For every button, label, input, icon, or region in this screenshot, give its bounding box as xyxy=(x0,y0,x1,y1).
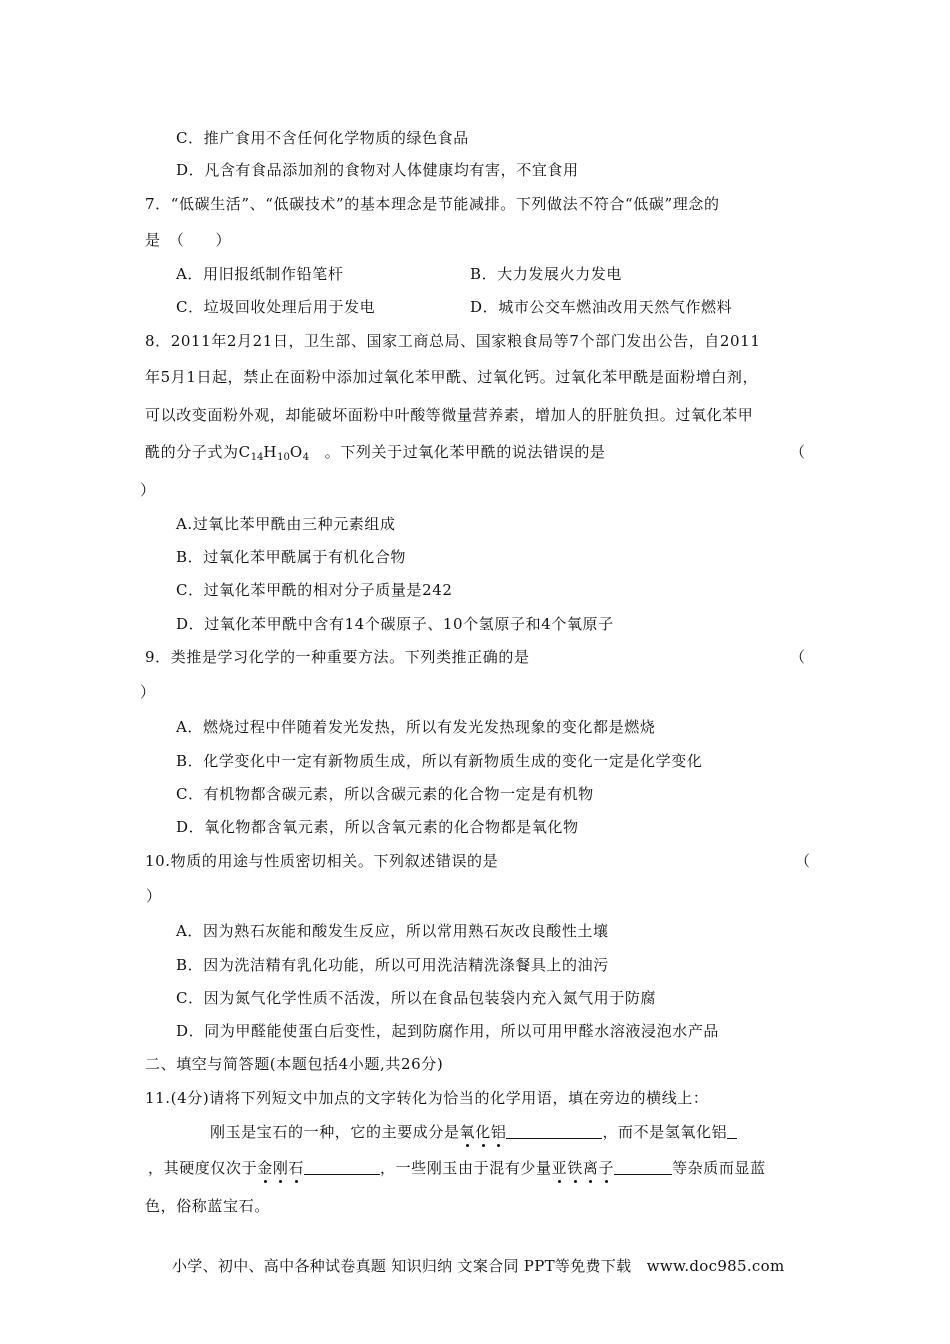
answer-blank-4[interactable] xyxy=(614,1158,672,1175)
q11-text: ，而不是氢氧化铝 xyxy=(602,1123,728,1141)
q11-paragraph-line-3: 色，俗称蓝宝石。 xyxy=(145,1197,270,1215)
page-footer: 小学、初中、高中各种试卷真题 知识归纳 文案合同 PPT等免费下载 www.doc985.com xyxy=(172,1257,785,1275)
q9-option-a: A．燃烧过程中伴随着发光发热，所以有发光发热现象的变化都是燃烧 xyxy=(176,718,656,736)
q7-option-c: C．垃圾回收处理后用于发电 xyxy=(176,298,376,316)
answer-blank-3[interactable] xyxy=(304,1158,380,1175)
q11-stem: 11.(4分)请将下列短文中加点的文字转化为恰当的化学用语，填在旁边的横线上： xyxy=(145,1089,709,1107)
q8-line-4-text-b: 。下列关于过氧化苯甲酰的说法错误的是 xyxy=(324,443,606,461)
q8-option-d: D．过氧化苯甲酰中含有14个碳原子、10个氢原子和4个氧原子 xyxy=(176,615,614,633)
q11-paragraph-line-2 xyxy=(148,1158,766,1178)
formula-element: C xyxy=(238,443,251,461)
q10-answer-paren-open: （ xyxy=(795,852,811,870)
dotted-char: 铝 xyxy=(490,1123,507,1141)
q8-line-4-text-a: 酰的分子式为 xyxy=(145,443,239,461)
dotted-char: 子 xyxy=(598,1159,615,1177)
formula-subscript: 14 xyxy=(250,452,264,463)
q10-option-d: D．同为甲醛能使蛋白后变性，起到防腐作用，所以可用甲醛水溶液浸泡水产品 xyxy=(176,1022,720,1040)
dotted-char: 氧 xyxy=(459,1123,476,1141)
dotted-char: 离 xyxy=(582,1159,599,1177)
q8-answer-paren-open: （ xyxy=(790,443,806,461)
q8-option-b: B．过氧化苯甲酰属于有机化合物 xyxy=(176,548,407,566)
q9-option-b: B．化学变化中一定有新物质生成，所以有新物质生成的变化一定是化学变化 xyxy=(176,752,703,770)
q9-stem: 9．类推是学习化学的一种重要方法。下列类推正确的是 xyxy=(145,648,530,666)
q8-line-2: 年5月1日起，禁止在面粉中添加过氧化苯甲酰、过氧化钙。过氧化苯甲酰是面粉增白剂， xyxy=(145,368,759,386)
q8-option-a: A.过氧比苯甲酰由三种元素组成 xyxy=(176,515,396,533)
q6-option-c: C．推广食用不含任何化学物质的绿色食品 xyxy=(176,129,469,147)
q11-text: 等杂质而显蓝 xyxy=(672,1159,766,1177)
q8-line-4 xyxy=(145,442,606,468)
q10-answer-paren-close: ） xyxy=(146,887,162,905)
formula-element: O xyxy=(289,443,303,461)
q10-option-a: A．因为熟石灰能和酸发生反应，所以常用熟石灰改良酸性土壤 xyxy=(176,922,609,940)
q10-option-b: B．因为洗洁精有乳化功能，所以可用洗洁精洗涤餐具上的油污 xyxy=(176,956,609,974)
dotted-char: 化 xyxy=(475,1123,491,1141)
q11-paragraph-line-1 xyxy=(210,1122,737,1142)
q11-text: ，一些刚玉由于混有少量 xyxy=(380,1159,552,1177)
answer-blank-1[interactable] xyxy=(506,1122,602,1139)
q7-stem: 7．“低碳生活”、“低碳技术”的基本理念是节能减排。下列做法不符合“低碳”理念的 xyxy=(145,195,720,213)
dotted-char: 亚 xyxy=(551,1159,568,1177)
q9-option-d: D．氧化物都含氧元素，所以含氧元素的化合物都是氧化物 xyxy=(176,818,579,836)
q7-option-b: B．大力发展火力发电 xyxy=(470,265,623,283)
dotted-char: 铁 xyxy=(567,1159,583,1177)
q8-line-1: 8．2011年2月21日，卫生部、国家工商总局、国家粮食局等7个部门发出公告，自2011 xyxy=(145,332,761,350)
dotted-char: 石 xyxy=(288,1159,305,1177)
q10-option-c: C．因为氮气化学性质不活泼，所以在食品包装袋内充入氮气用于防腐 xyxy=(176,989,657,1007)
chemical-formula xyxy=(239,443,310,461)
q6-option-d: D．凡含有食品添加剂的食物对人体健康均有害，不宜食用 xyxy=(176,161,579,179)
q11-text: ，其硬度仅次于 xyxy=(148,1159,258,1177)
q10-stem: 10.物质的用途与性质密切相关。下列叙述错误的是 xyxy=(145,852,499,870)
q11-text: 刚玉是宝石的一种，它的主要成分是 xyxy=(210,1123,460,1141)
formula-subscript: 10 xyxy=(277,452,290,463)
q8-answer-paren-close: ） xyxy=(140,481,156,499)
dotted-char: 金 xyxy=(257,1159,273,1177)
answer-blank-2[interactable] xyxy=(727,1122,737,1139)
q7-option-a: A．用旧报纸制作铅笔杆 xyxy=(176,265,344,283)
formula-subscript: 4 xyxy=(302,452,310,463)
section-2-heading: 二、填空与简答题(本题包括4小题,共26分) xyxy=(145,1055,444,1073)
q7-option-d: D．城市公交车燃油改用天然气作燃料 xyxy=(470,298,733,316)
q8-option-c: C．过氧化苯甲酰的相对分子质量是242 xyxy=(176,581,453,599)
q9-answer-paren-open: （ xyxy=(790,648,806,666)
q7-stem-cont: 是 （ ） xyxy=(145,231,232,249)
q9-option-c: C．有机物都含碳元素，所以含碳元素的化合物一定是有机物 xyxy=(176,785,594,803)
q8-line-3: 可以改变面粉外观，却能破坏面粉中叶酸等微量营养素，增加人的肝脏负担。过氧化苯甲 xyxy=(145,406,754,424)
dotted-char: 刚 xyxy=(272,1159,289,1177)
formula-element: H xyxy=(263,443,278,461)
q9-answer-paren-close: ） xyxy=(140,683,156,701)
